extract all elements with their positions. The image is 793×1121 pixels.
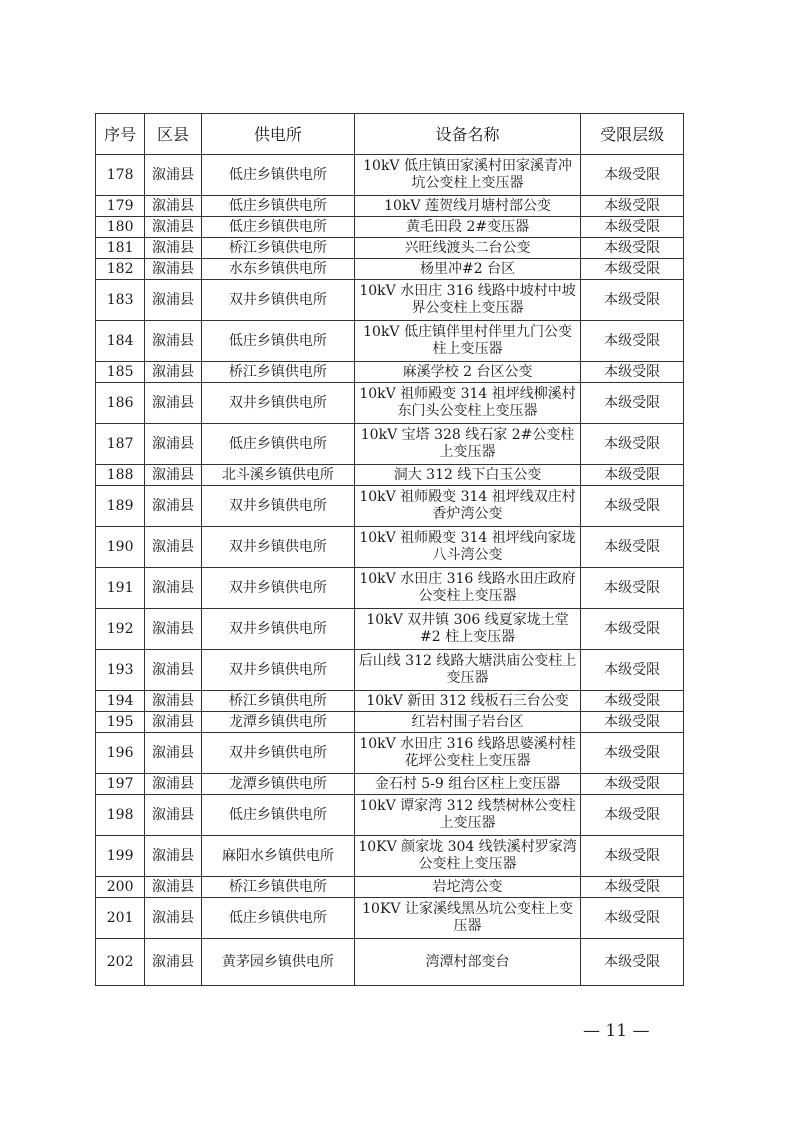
cell-level: 本级受限 bbox=[581, 877, 684, 898]
cell-level: 本级受限 bbox=[581, 486, 684, 527]
cell-device: 杨里冲#2 台区 bbox=[354, 259, 580, 280]
cell-no: 184 bbox=[96, 321, 145, 362]
cell-station: 双井乡镇供电所 bbox=[201, 486, 354, 527]
cell-no: 194 bbox=[96, 691, 145, 712]
cell-device: 10kV 祖师殿变 314 祖坪线双庄村香炉湾公变 bbox=[354, 486, 580, 527]
cell-county: 溆浦县 bbox=[145, 836, 202, 877]
cell-no: 198 bbox=[96, 795, 145, 836]
cell-level: 本级受限 bbox=[581, 196, 684, 217]
cell-county: 溆浦县 bbox=[145, 196, 202, 217]
cell-county: 溆浦县 bbox=[145, 280, 202, 321]
cell-device: 10kV 宝塔 328 线石家 2#公变柱上变压器 bbox=[354, 424, 580, 465]
table-row bbox=[96, 733, 684, 774]
cell-device: 10kV 祖师殿变 314 祖坪线向家垅八斗湾公变 bbox=[354, 527, 580, 568]
cell-station: 龙潭乡镇供电所 bbox=[201, 712, 354, 733]
cell-device: 10KV 颜家垅 304 线铁溪村罗家湾公变柱上变压器 bbox=[354, 836, 580, 877]
cell-county: 溆浦县 bbox=[145, 238, 202, 259]
cell-level: 本级受限 bbox=[581, 795, 684, 836]
cell-no: 186 bbox=[96, 383, 145, 424]
cell-no: 189 bbox=[96, 486, 145, 527]
table-row bbox=[96, 691, 684, 712]
cell-no: 179 bbox=[96, 196, 145, 217]
page-number: — 11 — bbox=[583, 1021, 650, 1041]
cell-station: 双井乡镇供电所 bbox=[201, 527, 354, 568]
cell-no: 200 bbox=[96, 877, 145, 898]
cell-county: 溆浦县 bbox=[145, 691, 202, 712]
cell-device: 金石村 5-9 组台区柱上变压器 bbox=[354, 774, 580, 795]
table-row bbox=[96, 486, 684, 527]
cell-station: 水东乡镇供电所 bbox=[201, 259, 354, 280]
cell-no: 182 bbox=[96, 259, 145, 280]
cell-county: 溆浦县 bbox=[145, 712, 202, 733]
cell-station: 桥江乡镇供电所 bbox=[201, 362, 354, 383]
cell-level: 本级受限 bbox=[581, 774, 684, 795]
cell-level: 本级受限 bbox=[581, 650, 684, 691]
cell-level: 本级受限 bbox=[581, 465, 684, 486]
cell-level: 本级受限 bbox=[581, 898, 684, 939]
cell-station: 双井乡镇供电所 bbox=[201, 280, 354, 321]
cell-no: 199 bbox=[96, 836, 145, 877]
table-row bbox=[96, 774, 684, 795]
table-row bbox=[96, 424, 684, 465]
table-row bbox=[96, 836, 684, 877]
cell-level: 本级受限 bbox=[581, 527, 684, 568]
table-row bbox=[96, 238, 684, 259]
cell-level: 本级受限 bbox=[581, 362, 684, 383]
cell-device: 10kV 新田 312 线板石三台公变 bbox=[354, 691, 580, 712]
cell-device: 10KV 让家溪线黑丛坑公变柱上变压器 bbox=[354, 898, 580, 939]
cell-level: 本级受限 bbox=[581, 733, 684, 774]
cell-county: 溆浦县 bbox=[145, 650, 202, 691]
cell-no: 183 bbox=[96, 280, 145, 321]
cell-level: 本级受限 bbox=[581, 217, 684, 238]
cell-level: 本级受限 bbox=[581, 259, 684, 280]
table-row bbox=[96, 527, 684, 568]
cell-no: 178 bbox=[96, 155, 145, 196]
cell-device: 10kV 水田庄 316 线路水田庄政府公变柱上变压器 bbox=[354, 568, 580, 609]
cell-station: 双井乡镇供电所 bbox=[201, 568, 354, 609]
cell-county: 溆浦县 bbox=[145, 898, 202, 939]
table-row bbox=[96, 196, 684, 217]
table-row bbox=[96, 155, 684, 196]
cell-county: 溆浦县 bbox=[145, 383, 202, 424]
cell-device: 湾潭村部变台 bbox=[354, 939, 580, 986]
cell-station: 双井乡镇供电所 bbox=[201, 733, 354, 774]
cell-station: 麻阳水乡镇供电所 bbox=[201, 836, 354, 877]
cell-device: 后山线 312 线路大塘洪庙公变柱上变压器 bbox=[354, 650, 580, 691]
table-row bbox=[96, 280, 684, 321]
cell-level: 本级受限 bbox=[581, 568, 684, 609]
cell-county: 溆浦县 bbox=[145, 609, 202, 650]
table-row bbox=[96, 877, 684, 898]
cell-no: 196 bbox=[96, 733, 145, 774]
table-row bbox=[96, 712, 684, 733]
cell-no: 201 bbox=[96, 898, 145, 939]
cell-no: 188 bbox=[96, 465, 145, 486]
table-row bbox=[96, 362, 684, 383]
cell-station: 黄茅园乡镇供电所 bbox=[201, 939, 354, 986]
cell-device: 10kV 祖师殿变 314 祖坪线柳溪村东门头公变柱上变压器 bbox=[354, 383, 580, 424]
cell-county: 溆浦县 bbox=[145, 465, 202, 486]
header-county: 区县 bbox=[145, 114, 202, 155]
table-row bbox=[96, 795, 684, 836]
cell-device: 10kV 莲贺线月塘村部公变 bbox=[354, 196, 580, 217]
cell-county: 溆浦县 bbox=[145, 939, 202, 986]
table-row bbox=[96, 650, 684, 691]
cell-device: 10kV 水田庄 316 线路思婆溪村桂花坪公变柱上变压器 bbox=[354, 733, 580, 774]
cell-county: 溆浦县 bbox=[145, 259, 202, 280]
cell-level: 本级受限 bbox=[581, 691, 684, 712]
cell-device: 10kV 低庄镇伴里村伴里九门公变柱上变压器 bbox=[354, 321, 580, 362]
cell-county: 溆浦县 bbox=[145, 424, 202, 465]
table-row bbox=[96, 609, 684, 650]
cell-county: 溆浦县 bbox=[145, 321, 202, 362]
cell-device: 黄毛田段 2#变压器 bbox=[354, 217, 580, 238]
cell-station: 双井乡镇供电所 bbox=[201, 650, 354, 691]
cell-no: 190 bbox=[96, 527, 145, 568]
table-row bbox=[96, 939, 684, 986]
cell-no: 192 bbox=[96, 609, 145, 650]
cell-level: 本级受限 bbox=[581, 712, 684, 733]
cell-county: 溆浦县 bbox=[145, 568, 202, 609]
header-no: 序号 bbox=[96, 114, 145, 155]
cell-station: 龙潭乡镇供电所 bbox=[201, 774, 354, 795]
cell-county: 溆浦县 bbox=[145, 877, 202, 898]
cell-county: 溆浦县 bbox=[145, 155, 202, 196]
cell-device: 兴旺线渡头二台公变 bbox=[354, 238, 580, 259]
cell-station: 双井乡镇供电所 bbox=[201, 609, 354, 650]
cell-level: 本级受限 bbox=[581, 836, 684, 877]
cell-no: 195 bbox=[96, 712, 145, 733]
table-row bbox=[96, 321, 684, 362]
cell-county: 溆浦县 bbox=[145, 527, 202, 568]
cell-device: 岩坨湾公变 bbox=[354, 877, 580, 898]
cell-no: 191 bbox=[96, 568, 145, 609]
cell-station: 低庄乡镇供电所 bbox=[201, 321, 354, 362]
cell-device: 麻溪学校 2 台区公变 bbox=[354, 362, 580, 383]
cell-county: 溆浦县 bbox=[145, 733, 202, 774]
cell-station: 低庄乡镇供电所 bbox=[201, 155, 354, 196]
cell-station: 低庄乡镇供电所 bbox=[201, 424, 354, 465]
cell-station: 桥江乡镇供电所 bbox=[201, 238, 354, 259]
table-header-row bbox=[96, 114, 684, 155]
cell-level: 本级受限 bbox=[581, 383, 684, 424]
cell-device: 洞大 312 线下白玉公变 bbox=[354, 465, 580, 486]
table-row bbox=[96, 259, 684, 280]
table-row bbox=[96, 217, 684, 238]
cell-level: 本级受限 bbox=[581, 609, 684, 650]
cell-station: 低庄乡镇供电所 bbox=[201, 217, 354, 238]
cell-level: 本级受限 bbox=[581, 424, 684, 465]
cell-device: 10kV 谭家湾 312 线禁树林公变柱上变压器 bbox=[354, 795, 580, 836]
cell-no: 202 bbox=[96, 939, 145, 986]
table-row bbox=[96, 465, 684, 486]
cell-device: 10kV 低庄镇田家溪村田家溪青冲坑公变柱上变压器 bbox=[354, 155, 580, 196]
cell-station: 桥江乡镇供电所 bbox=[201, 877, 354, 898]
cell-level: 本级受限 bbox=[581, 155, 684, 196]
cell-no: 180 bbox=[96, 217, 145, 238]
cell-level: 本级受限 bbox=[581, 321, 684, 362]
header-level: 受限层级 bbox=[581, 114, 684, 155]
cell-level: 本级受限 bbox=[581, 939, 684, 986]
cell-level: 本级受限 bbox=[581, 280, 684, 321]
cell-county: 溆浦县 bbox=[145, 362, 202, 383]
cell-station: 北斗溪乡镇供电所 bbox=[201, 465, 354, 486]
cell-county: 溆浦县 bbox=[145, 795, 202, 836]
table-row bbox=[96, 898, 684, 939]
cell-station: 低庄乡镇供电所 bbox=[201, 795, 354, 836]
cell-no: 187 bbox=[96, 424, 145, 465]
cell-device: 10kV 双井镇 306 线夏家垅土堂#2 柱上变压器 bbox=[354, 609, 580, 650]
cell-device: 10kV 水田庄 316 线路中坡村中坡界公变柱上变压器 bbox=[354, 280, 580, 321]
table-row bbox=[96, 568, 684, 609]
cell-no: 185 bbox=[96, 362, 145, 383]
table-row bbox=[96, 383, 684, 424]
cell-station: 低庄乡镇供电所 bbox=[201, 898, 354, 939]
cell-station: 桥江乡镇供电所 bbox=[201, 691, 354, 712]
restriction-table bbox=[95, 113, 684, 986]
cell-no: 197 bbox=[96, 774, 145, 795]
header-device: 设备名称 bbox=[354, 114, 580, 155]
cell-county: 溆浦县 bbox=[145, 486, 202, 527]
cell-station: 低庄乡镇供电所 bbox=[201, 196, 354, 217]
cell-station: 双井乡镇供电所 bbox=[201, 383, 354, 424]
cell-county: 溆浦县 bbox=[145, 217, 202, 238]
cell-device: 红岩村围子岩台区 bbox=[354, 712, 580, 733]
cell-level: 本级受限 bbox=[581, 238, 684, 259]
cell-county: 溆浦县 bbox=[145, 774, 202, 795]
cell-no: 193 bbox=[96, 650, 145, 691]
cell-no: 181 bbox=[96, 238, 145, 259]
header-station: 供电所 bbox=[201, 114, 354, 155]
